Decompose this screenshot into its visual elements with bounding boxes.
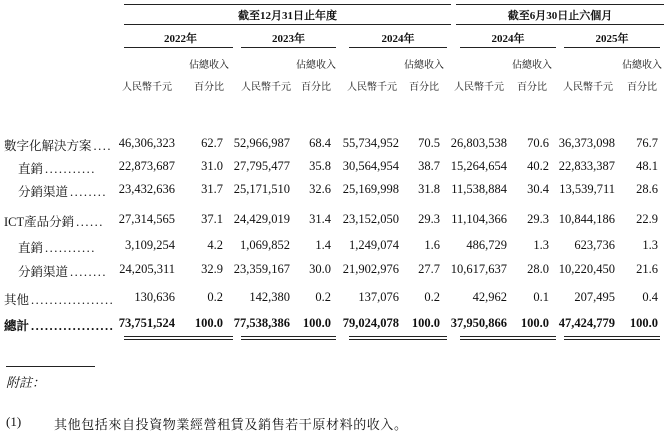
amount-cell: 21,902,976 [342,262,399,276]
amount-cell: 25,171,510 [233,182,290,196]
amount-cell: 10,617,637 [450,262,507,276]
total-underline-2 [349,339,447,340]
amount-cell: 207,495 [574,290,615,304]
percent-cell: 38.7 [418,159,440,173]
amount-cell: 25,169,998 [342,182,399,196]
year-heading: 2024年 [491,33,525,45]
row-label-text: 直銷 [18,241,44,255]
pct-column-heading: 佔總收入 [296,60,336,71]
percent-cell: 37.1 [201,212,223,226]
header-top-rule-half [456,4,664,5]
percent-cell: 68.4 [309,136,331,150]
row-label-text: 分銷渠道 [18,185,69,199]
amount-cell: 1,069,852 [240,238,290,252]
percent-cell: 0.2 [315,290,331,304]
amount-cell: 37,950,866 [450,316,507,330]
percent-cell: 31.8 [418,182,440,196]
amount-cell: 47,424,779 [558,316,615,330]
year-heading: 2022年 [164,33,197,45]
total-underline-1 [349,336,447,337]
percent-cell: 100.0 [194,316,223,330]
amount-cell: 10,844,186 [558,212,615,226]
amount-cell: 11,538,884 [451,182,507,196]
percent-cell: 0.4 [642,290,658,304]
percent-cell: 27.7 [418,262,440,276]
percent-cell: 29.3 [527,212,549,226]
row-label-text: 分銷渠道 [18,265,69,279]
percent-cell: 32.6 [309,182,331,196]
total-underline-1 [460,336,556,337]
year-underline [349,47,447,48]
amount-cell: 52,966,987 [233,136,290,150]
row-label-text: 數字化解決方案 [4,139,92,153]
percent-cell: 48.1 [636,159,658,173]
year-underline [241,47,336,48]
percent-cell: 0.2 [424,290,440,304]
pct-column-heading: 佔總收入 [622,60,662,71]
period-half-underline [456,24,664,25]
header-top-rule-year [124,4,451,5]
amount-cell: 46,306,323 [118,136,175,150]
pct-column-heading: 佔總收入 [189,60,229,71]
percent-cell: 21.6 [636,262,658,276]
row-label-dots: .................. [31,319,115,333]
percent-cell: 31.7 [201,182,223,196]
amount-cell: 11,104,366 [451,212,507,226]
amount-cell: 22,833,387 [558,159,615,173]
amount-cell: 142,380 [249,290,290,304]
total-underline-2 [241,339,336,340]
percent-cell: 100.0 [302,316,331,330]
amount-cell: 10,220,450 [558,262,615,276]
amount-cell: 55,734,952 [342,136,399,150]
notes-separator [6,366,95,367]
percent-cell: 31.4 [309,212,331,226]
row-label-text: 直銷 [18,162,44,176]
percent-cell: 0.2 [207,290,223,304]
total-underline-2 [564,339,660,340]
year-heading: 2023年 [272,33,305,45]
amount-cell: 623,736 [574,238,615,252]
percent-cell: 1.4 [315,238,331,252]
percent-cell: 76.7 [636,136,658,150]
row-label-dots: .... [93,139,113,153]
percent-cell: 32.9 [201,262,223,276]
pct-column-heading: 佔總收入 [512,60,552,71]
amount-cell: 23,152,050 [342,212,399,226]
total-underline-1 [564,336,660,337]
amount-cell: 137,076 [358,290,399,304]
percent-cell: 100.0 [520,316,549,330]
note-marker: (1) [6,414,22,429]
amount-cell: 36,373,098 [558,136,615,150]
year-underline [564,47,660,48]
year-underline [460,47,556,48]
amount-cell: 22,873,687 [118,159,175,173]
amount-cell: 13,539,711 [559,182,615,196]
percent-cell: 30.0 [309,262,331,276]
amount-cell: 30,564,954 [342,159,399,173]
percent-cell: 0.1 [533,290,549,304]
row-label-text: 總計 [4,319,30,333]
pct-column-heading: 百分比 [194,82,224,93]
amount-cell: 73,751,524 [118,316,175,330]
row-label-dots: ........ [70,185,108,199]
period-year-heading: 截至12月31日止年度 [238,10,337,22]
amount-column-heading: 人民幣千元 [122,82,172,93]
total-underline-1 [124,336,233,337]
pct-column-heading: 百分比 [627,82,657,93]
percent-cell: 40.2 [527,159,549,173]
row-label-dots: .................. [31,293,115,307]
percent-cell: 22.9 [636,212,658,226]
row-label-dots: ........... [45,162,96,176]
amount-column-heading: 人民幣千元 [563,82,613,93]
note-text: 其他包括來自投資物業經營租賃及銷售若干原材料的收入。 [54,417,408,432]
percent-cell: 100.0 [411,316,440,330]
period-year-underline [124,24,451,25]
year-underline [124,47,233,48]
amount-cell: 23,432,636 [118,182,175,196]
amount-cell: 3,109,254 [125,238,175,252]
percent-cell: 1.3 [533,238,549,252]
row-label-dots: ...... [76,215,104,229]
pct-column-heading: 佔總收入 [404,60,444,71]
amount-cell: 23,359,167 [233,262,290,276]
row-label-dots: ........... [45,241,96,255]
amount-cell: 42,962 [472,290,507,304]
row-label-text: 其他 [4,293,30,307]
pct-column-heading: 百分比 [517,82,547,93]
amount-cell: 24,429,019 [233,212,290,226]
amount-column-heading: 人民幣千元 [241,82,291,93]
total-underline-2 [124,339,233,340]
amount-cell: 24,205,311 [119,262,175,276]
amount-cell: 27,314,565 [118,212,175,226]
total-underline-1 [241,336,336,337]
amount-cell: 79,024,078 [342,316,399,330]
amount-cell: 130,636 [134,290,175,304]
percent-cell: 29.3 [418,212,440,226]
year-heading: 2024年 [381,33,415,45]
percent-cell: 35.8 [309,159,331,173]
amount-cell: 77,538,386 [233,316,290,330]
percent-cell: 31.0 [201,159,223,173]
amount-column-heading: 人民幣千元 [347,82,397,93]
percent-cell: 28.6 [636,182,658,196]
percent-cell: 28.0 [527,262,549,276]
row-label-dots: ........ [70,265,108,279]
percent-cell: 4.2 [207,238,223,252]
amount-cell: 486,729 [466,238,507,252]
percent-cell: 70.6 [527,136,549,150]
percent-cell: 30.4 [527,182,549,196]
row-label-text: ICT產品分銷 [4,215,75,229]
amount-cell: 27,795,477 [233,159,290,173]
percent-cell: 62.7 [201,136,223,150]
percent-cell: 1.3 [642,238,658,252]
amount-cell: 1,249,074 [349,238,399,252]
total-underline-2 [460,339,556,340]
year-heading: 2025年 [595,33,629,45]
pct-column-heading: 百分比 [301,82,331,93]
pct-column-heading: 百分比 [409,82,439,93]
notes-heading: 附註： [6,375,46,390]
percent-cell: 100.0 [629,316,658,330]
percent-cell: 70.5 [418,136,440,150]
amount-cell: 15,264,654 [450,159,507,173]
amount-column-heading: 人民幣千元 [454,82,504,93]
amount-cell: 26,803,538 [450,136,507,150]
period-half-heading: 截至6月30日止六個月 [507,10,613,22]
percent-cell: 1.6 [424,238,440,252]
